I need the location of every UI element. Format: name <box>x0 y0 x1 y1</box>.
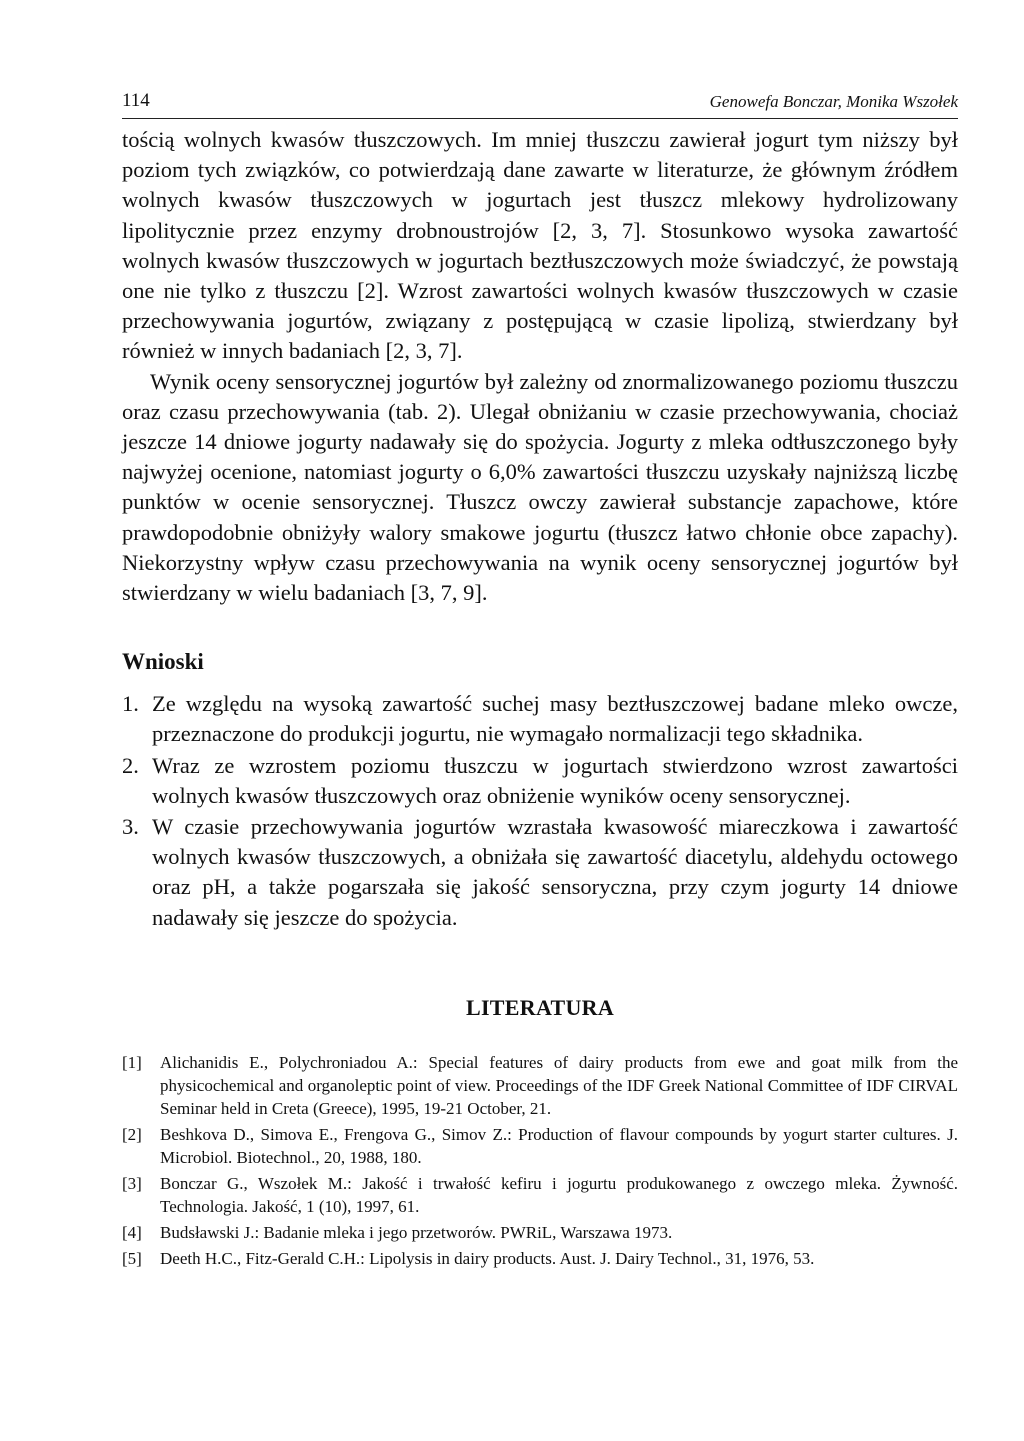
reference-number: [3] <box>122 1173 142 1193</box>
reference-item <box>122 1051 958 1120</box>
reference-text: Alichanidis E., Polychroniadou A.: Special features of dairy products from ewe and goat milk from the physicochemical and organoleptic point of view. Proceedings of the IDF Greek National Committee of IDF CIRVAL Seminar held in Creta (Greece), 1995, 19-21 October, 21. <box>160 1052 958 1118</box>
reference-text: Budsławski J.: Badanie mleka i jego przetworów. PWRiL, Warszawa 1973. <box>160 1222 673 1242</box>
reference-item <box>122 1247 958 1270</box>
page <box>122 86 958 1273</box>
reference-number: [1] <box>122 1052 142 1072</box>
reference-item <box>122 1123 958 1169</box>
conclusion-item <box>122 689 958 749</box>
conclusion-item <box>122 812 958 933</box>
conclusion-text: W czasie przechowywania jogurtów wzrastała kwasowość miareczkowa i zawartość wolnych kwasów tłuszczowych, a obniżała się zawartość diacetylu, aldehydu octowego oraz pH, a także pogarszała się jakość sensoryczna, przy czym jogurty 14 dniowe nadawały się jeszcze do spożycia. <box>152 814 958 930</box>
conclusion-number: 3. <box>122 814 139 840</box>
reference-number: [5] <box>122 1248 142 1268</box>
conclusions-heading: Wnioski <box>122 649 204 675</box>
reference-number: [2] <box>122 1124 142 1144</box>
conclusions-list <box>122 689 958 933</box>
running-header <box>122 86 958 119</box>
reference-item <box>122 1172 958 1218</box>
reference-item <box>122 1221 958 1244</box>
conclusion-text: Ze względu na wysoką zawartość suchej masy beztłuszczowej badane mleko owcze, przeznaczone do produkcji jogurtu, nie wymagało normalizacji tego składnika. <box>152 691 958 747</box>
reference-list <box>122 1051 958 1270</box>
literature-heading: LITERATURA <box>465 994 615 1020</box>
body-paragraph-2: Wynik oceny sensorycznej jogurtów był zależny od znormalizowanego poziomu tłuszczu oraz czasu przechowywania (tab. 2). Ulegał obniżaniu w czasie przechowywania, chociaż jeszcze 14 dniowe jogurty nadawały się do spożycia. Jogurty z mleka odtłuszczonego były najwyżej ocenione, natomiast jogurty o 6,0% zawartości tłuszczu uzyskały najniższą liczbę punktów w ocenie sensorycznej. Tłuszcz owczy zawierał substancje zapachowe, które prawdopodobnie obniżyły walory smakowe jogurtu (tłuszcz łatwo chłonie obce zapachy). Niekorzystny wpływ czasu przechowywania na wynik oceny sensorycznej jogurtów był stwierdzany w wielu badaniach [3, 7, 9]. <box>122 368 958 606</box>
conclusion-number: 2. <box>122 752 139 778</box>
reference-text: Deeth H.C., Fitz-Gerald C.H.: Lipolysis in dairy products. Aust. J. Dairy Technol., 31, 1976, 53. <box>160 1248 815 1268</box>
conclusion-number: 1. <box>122 691 139 717</box>
running-header-authors: Genowefa Bonczar, Monika Wszołek <box>709 92 958 111</box>
conclusion-text: Wraz ze wzrostem poziomu tłuszczu w jogurtach stwierdzono wzrost zawartości wolnych kwasów tłuszczowych oraz obniżenie wyników oceny sensorycznej. <box>152 752 958 808</box>
conclusion-item <box>122 751 958 811</box>
reference-text: Bonczar G., Wszołek M.: Jakość i trwałość kefiru i jogurtu produkowanego z owczego mleka. Żywność. Technologia. Jakość, 1 (10), 1997, 61. <box>160 1173 958 1216</box>
page-number: 114 <box>122 90 150 111</box>
body-paragraph-1: tością wolnych kwasów tłuszczowych. Im mniej tłuszczu zawierał jogurt tym niższy był poziom tych związków, co potwierdzają dane zawarte w literaturze, że głównym źródłem wolnych kwasów tłuszczowych w jogurtach jest tłuszcz mlekowy hydrolizowany lipolitycznie przez enzymy drobnoustrojów [2, 3, 7]. Stosunkowo wysoka zawartość wolnych kwasów tłuszczowych w jogurtach beztłuszczowych może świadczyć, że powstają one nie tylko z tłuszczu [2]. Wzrost zawartości wolnych kwasów tłuszczowych w czasie przechowywania jogurtów, związany z postępującą w czasie lipolizą, stwierdzany był również w innych badaniach [2, 3, 7]. <box>122 127 958 364</box>
reference-text: Beshkova D., Simova E., Frengova G., Simov Z.: Production of flavour compounds by yogurt starter cultures. J. Microbiol. Biotechnol., 20, 1988, 180. <box>160 1124 958 1167</box>
reference-number: [4] <box>122 1222 142 1242</box>
